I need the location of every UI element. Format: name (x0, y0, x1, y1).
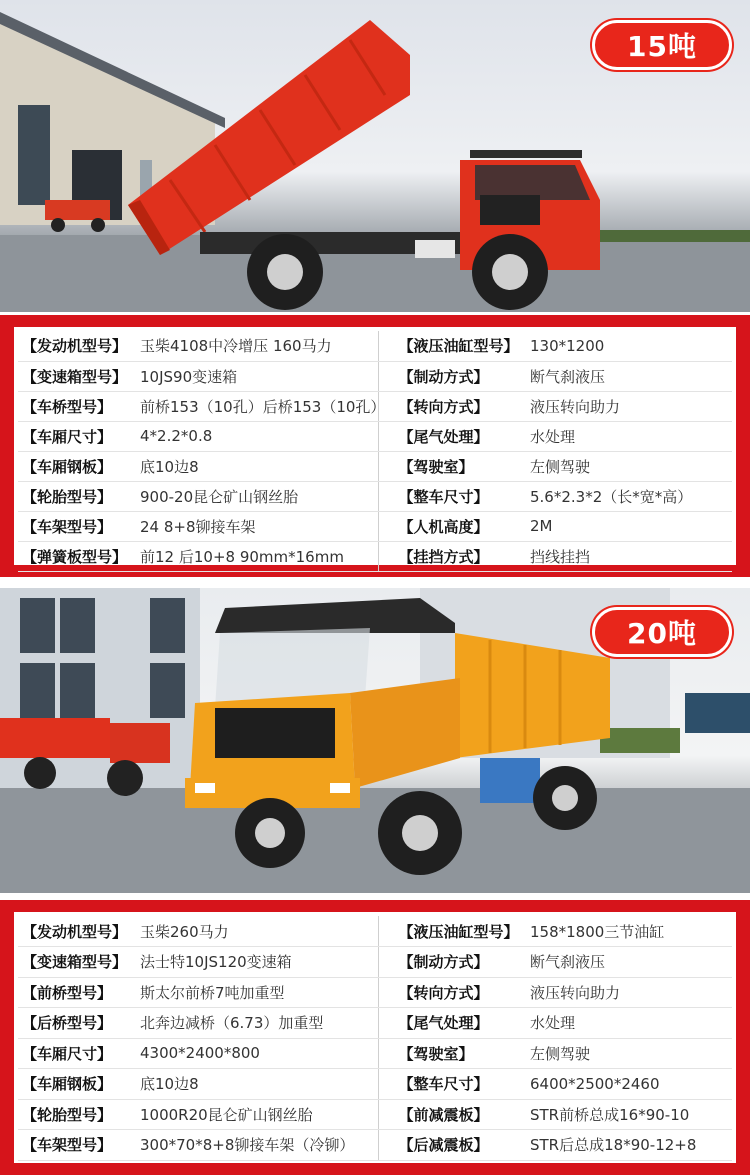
spec-label: 【车架型号】 (18, 511, 134, 541)
spec-value: 1000R20昆仑矿山钢丝胎 (134, 1099, 378, 1130)
spec-value: 24 8+8铆接车架 (134, 511, 378, 541)
spec-value: 液压转向助力 (518, 977, 732, 1008)
spec-row (18, 331, 732, 361)
spec-label: 【车厢尺寸】 (18, 421, 134, 451)
spec-label: 【车厢钢板】 (18, 451, 134, 481)
spec-value: 液压转向助力 (518, 391, 732, 421)
spec-label: 【轮胎型号】 (18, 1099, 134, 1130)
spec-row (18, 391, 732, 421)
spec-label: 【车厢钢板】 (18, 1069, 134, 1100)
spec-value: 水处理 (518, 421, 732, 451)
spec-value: STR后总成18*90-12+8 (518, 1130, 732, 1161)
spec-label: 【尾气处理】 (378, 1008, 518, 1039)
spec-row (18, 1099, 732, 1130)
spec-value: 底10边8 (134, 1069, 378, 1100)
spec-value: 前12 后10+8 90mm*16mm (134, 541, 378, 571)
spec-value: 左侧驾驶 (518, 1038, 732, 1069)
spec-label: 【驾驶室】 (378, 1038, 518, 1069)
spec-label: 【液压油缸型号】 (378, 331, 518, 361)
spec-value: 前桥153（10孔）后桥153（10孔） (134, 391, 378, 421)
spec-label: 【整车尺寸】 (378, 481, 518, 511)
spec-table-15t (0, 315, 750, 577)
spec-value: 6400*2500*2460 (518, 1069, 732, 1100)
spec-value: 130*1200 (518, 331, 732, 361)
spec-value: 底10边8 (134, 451, 378, 481)
spec-row (18, 421, 732, 451)
spec-label: 【弹簧板型号】 (18, 541, 134, 571)
spec-label: 【发动机型号】 (18, 916, 134, 947)
spec-row (18, 1008, 732, 1039)
spec-row (18, 481, 732, 511)
spec-value: 5.6*2.3*2（长*宽*高） (518, 481, 732, 511)
spec-label: 【后桥型号】 (18, 1008, 134, 1039)
spec-value: 玉柴4108中冷增压 160马力 (134, 331, 378, 361)
spec-row (18, 977, 732, 1008)
spec-row (18, 1130, 732, 1161)
spec-table-20t (0, 900, 750, 1175)
spec-row (18, 1038, 732, 1069)
spec-value: 2M (518, 511, 732, 541)
spec-row (18, 361, 732, 391)
spec-label: 【车厢尺寸】 (18, 1038, 134, 1069)
spec-label: 【前减震板】 (378, 1099, 518, 1130)
spec-label: 【制动方式】 (378, 947, 518, 978)
tonnage-badge-20t: 20吨 (592, 607, 732, 657)
spec-label: 【人机高度】 (378, 511, 518, 541)
spec-value: 断气刹液压 (518, 947, 732, 978)
spec-label: 【尾气处理】 (378, 421, 518, 451)
spec-label: 【制动方式】 (378, 361, 518, 391)
spec-label: 【前桥型号】 (18, 977, 134, 1008)
spec-label: 【后减震板】 (378, 1130, 518, 1161)
spec-value: 挡线挂挡 (518, 541, 732, 571)
spec-row (18, 541, 732, 571)
spec-label: 【车架型号】 (18, 1130, 134, 1161)
spec-row (18, 451, 732, 481)
tonnage-badge-15t: 15吨 (592, 20, 732, 70)
spec-label: 【液压油缸型号】 (378, 916, 518, 947)
spec-value: 玉柴260马力 (134, 916, 378, 947)
spec-value: 水处理 (518, 1008, 732, 1039)
spec-value: 左侧驾驶 (518, 451, 732, 481)
spec-value: 斯太尔前桥7吨加重型 (134, 977, 378, 1008)
spec-label: 【变速箱型号】 (18, 947, 134, 978)
spec-label: 【驾驶室】 (378, 451, 518, 481)
spec-row (18, 947, 732, 978)
spec-value: 158*1800三节油缸 (518, 916, 732, 947)
spec-value: 10JS90变速箱 (134, 361, 378, 391)
spec-value: 900-20昆仑矿山钢丝胎 (134, 481, 378, 511)
spec-label: 【变速箱型号】 (18, 361, 134, 391)
spec-label: 【转向方式】 (378, 391, 518, 421)
spec-value: 300*70*8+8铆接车架（冷铆） (134, 1130, 378, 1161)
spec-value: 法士特10JS120变速箱 (134, 947, 378, 978)
spec-label: 【车桥型号】 (18, 391, 134, 421)
spec-label: 【整车尺寸】 (378, 1069, 518, 1100)
spec-row (18, 916, 732, 947)
spec-label: 【发动机型号】 (18, 331, 134, 361)
spec-value: 4300*2400*800 (134, 1038, 378, 1069)
spec-value: 断气刹液压 (518, 361, 732, 391)
spec-row (18, 511, 732, 541)
spec-row (18, 1069, 732, 1100)
spec-value: STR前桥总成16*90-10 (518, 1099, 732, 1130)
spec-label: 【轮胎型号】 (18, 481, 134, 511)
spec-value: 4*2.2*0.8 (134, 421, 378, 451)
spec-value: 北奔边减桥（6.73）加重型 (134, 1008, 378, 1039)
spec-label: 【转向方式】 (378, 977, 518, 1008)
spec-label: 【挂挡方式】 (378, 541, 518, 571)
